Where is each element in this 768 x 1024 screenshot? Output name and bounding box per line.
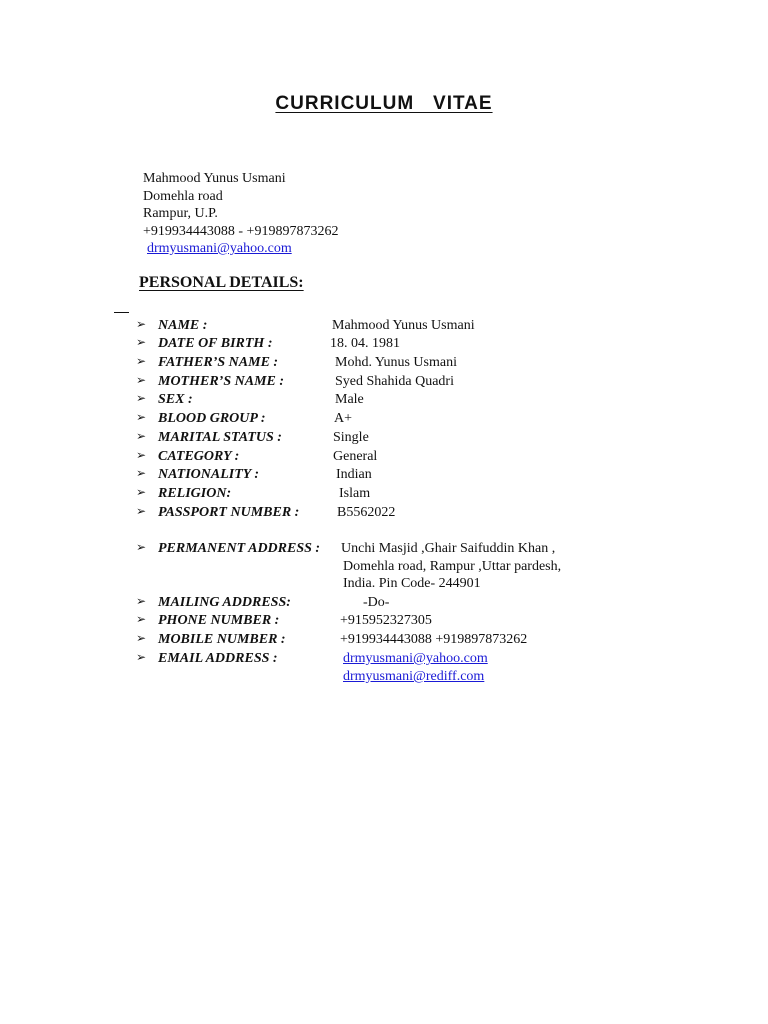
arrow-bullet-icon: ➢	[136, 391, 147, 405]
detail-value: 18. 04. 1981	[330, 336, 400, 351]
header-name: Mahmood Yunus Usmani	[143, 171, 286, 186]
header-phones: +919934443088 - +919897873262	[143, 223, 339, 239]
detail-value: A+	[334, 411, 353, 426]
permanent-address-line-3: India. Pin Code- 244901	[343, 576, 481, 591]
detail-label: PHONE NUMBER :	[158, 613, 280, 628]
detail-label: DATE OF BIRTH :	[158, 336, 273, 351]
arrow-bullet-icon: ➢	[136, 540, 147, 554]
detail-value: Mahmood Yunus Usmani	[332, 318, 475, 333]
detail-label: FATHER’S NAME :	[158, 355, 279, 370]
detail-label: PASSPORT NUMBER :	[158, 505, 300, 520]
detail-value: Syed Shahida Quadri	[335, 374, 454, 389]
stray-underline	[114, 312, 129, 313]
header-email-link[interactable]: drmyusmani@yahoo.com	[147, 241, 292, 256]
detail-label: NATIONALITY :	[158, 467, 259, 482]
detail-label: CATEGORY :	[158, 449, 240, 464]
detail-label: EMAIL ADDRESS :	[158, 651, 278, 666]
arrow-bullet-icon: ➢	[136, 504, 147, 518]
email-link-rediff[interactable]: drmyusmani@rediff.com	[343, 669, 485, 684]
detail-value: +915952327305	[340, 613, 432, 628]
arrow-bullet-icon: ➢	[136, 410, 147, 424]
arrow-bullet-icon: ➢	[136, 429, 147, 443]
detail-label: MOBILE NUMBER :	[158, 632, 286, 647]
detail-value: Islam	[339, 486, 371, 501]
detail-label: BLOOD GROUP :	[158, 411, 266, 426]
detail-value: Mohd. Yunus Usmani	[335, 355, 457, 370]
detail-label: SEX :	[158, 392, 193, 407]
detail-label: MOTHER’S NAME :	[158, 374, 285, 389]
header-address-block	[143, 170, 338, 258]
detail-value: Single	[333, 430, 369, 445]
email-link-yahoo[interactable]: drmyusmani@yahoo.com	[343, 651, 488, 666]
permanent-address-line-2: Domehla road, Rampur ,Uttar pardesh,	[343, 559, 562, 574]
permanent-address-line-1: Unchi Masjid ,Ghair Saifuddin Khan ,	[341, 541, 556, 556]
arrow-bullet-icon: ➢	[136, 373, 147, 387]
arrow-bullet-icon: ➢	[136, 466, 147, 480]
arrow-bullet-icon: ➢	[136, 317, 147, 331]
detail-value: Male	[335, 392, 364, 407]
arrow-bullet-icon: ➢	[136, 354, 147, 368]
detail-value: -Do-	[363, 595, 390, 610]
arrow-bullet-icon: ➢	[136, 594, 147, 608]
arrow-bullet-icon: ➢	[136, 612, 147, 626]
detail-value: +919934443088 +919897873262	[340, 632, 528, 647]
document-title-text: CURRICULUM VITAE	[275, 93, 493, 114]
arrow-bullet-icon: ➢	[136, 335, 147, 349]
detail-value: Indian	[336, 467, 372, 482]
personal-details-heading: PERSONAL DETAILS:	[139, 274, 304, 291]
header-street: Domehla road	[143, 188, 223, 204]
document-title	[0, 93, 768, 115]
detail-label: NAME :	[158, 318, 208, 333]
header-city: Rampur, U.P.	[143, 206, 218, 221]
arrow-bullet-icon: ➢	[136, 485, 147, 499]
arrow-bullet-icon: ➢	[136, 448, 147, 462]
detail-value: General	[333, 449, 378, 464]
arrow-bullet-icon: ➢	[136, 650, 147, 664]
detail-value: B5562022	[337, 505, 396, 520]
detail-label: MAILING ADDRESS:	[158, 595, 291, 610]
detail-label: RELIGION:	[158, 486, 232, 501]
arrow-bullet-icon: ➢	[136, 631, 147, 645]
detail-label: MARITAL STATUS :	[158, 430, 282, 445]
detail-label: PERMANENT ADDRESS :	[158, 541, 321, 556]
